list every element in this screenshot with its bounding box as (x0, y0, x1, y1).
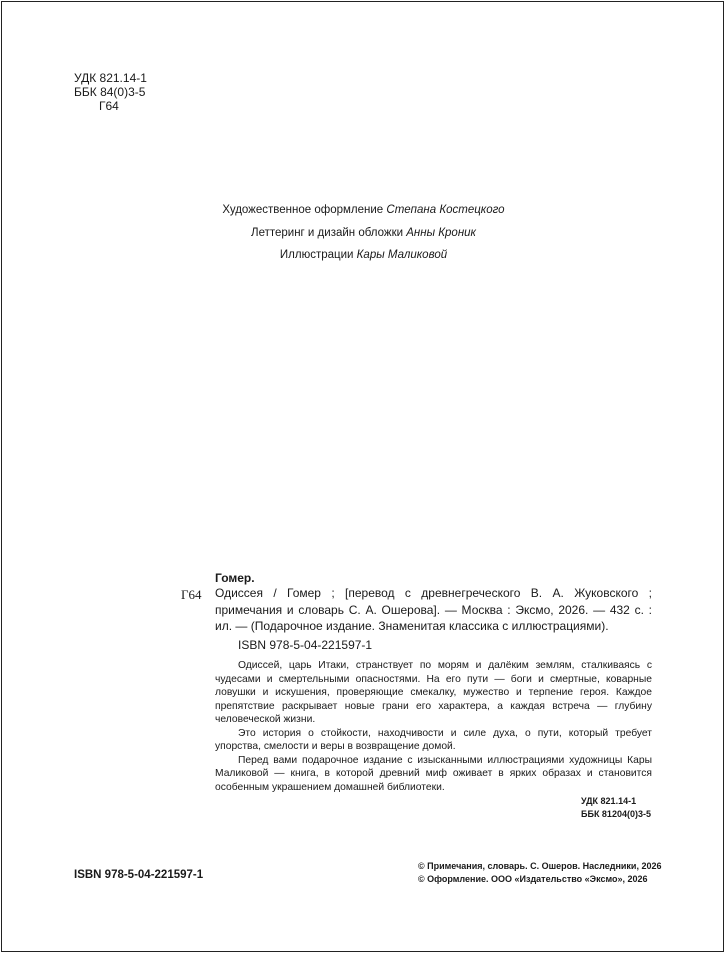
copyright-block (418, 860, 661, 885)
annotation (215, 659, 652, 794)
copyright-line: © Оформление. ООО «Издательство «Эксмо», 2026 (418, 873, 648, 884)
udk-code: УДК 821.14-1 (74, 71, 147, 85)
author-sign: Г64 (99, 99, 119, 113)
bibliographic-author: Гомер. (215, 571, 255, 585)
credit-role: Леттеринг и дизайн обложки (251, 226, 404, 239)
classification-block-bottom (581, 795, 651, 820)
credit-name: Анны Кроник (406, 226, 476, 239)
bibliographic-author-sign: Г64 (181, 587, 202, 602)
bibliographic-isbn: ISBN 978-5-04-221597-1 (238, 638, 373, 652)
classification-block-top (74, 71, 147, 113)
bbk-code: ББК 81204(0)3-5 (581, 808, 651, 819)
annotation-paragraph: Одиссей, царь Итаки, странствует по морям и далёким землям, сталкиваясь с чудесами и смертельными опасностями. На его пути — боги и смертные, коварные ловушки и искушения, проверяющие смекалку, мужество и терпение героя. Каждое препятствие раскрывает новые грани его характера, а каждая встреча — глубину человеческой жизни. (215, 660, 652, 725)
bibliographic-description: Одиссея / Гомер ; [перевод с древнегреческого В. А. Жуковского ; примечания и словарь С. А. Ошерова]. — Москва : Эксмо, 2026. — 432 с. : ил. — (Подарочное издание. Знаменитая классика с иллюстрациями). (215, 586, 652, 633)
annotation-paragraph: Это история о стойкости, находчивости и силе духа, о пути, который требует упорства, смелости и веры в возвращение домой. (215, 727, 652, 752)
credit-line-design (0, 199, 727, 222)
bbk-code: ББК 84(0)3-5 (74, 85, 146, 99)
annotation-paragraph: Перед вами подарочное издание с изысканными иллюстрациями художницы Кары Маликовой — книга, в которой древний миф оживает в ярких образах и становится особенным украшением домашней библиотеки. (215, 754, 652, 793)
credit-name: Степана Костецкого (386, 204, 505, 216)
credit-name: Кары Маликовой (356, 249, 448, 261)
isbn-bottom: ISBN 978-5-04-221597-1 (74, 869, 204, 881)
credit-line-illustrations (0, 244, 727, 267)
credit-role: Художественное оформление (222, 204, 384, 216)
credits-block (0, 199, 727, 267)
copyright-line: © Примечания, словарь. С. Ошеров. Наследники, 2026 (418, 861, 662, 871)
credit-role: Иллюстрации (279, 249, 354, 261)
udk-code: УДК 821.14-1 (581, 796, 637, 806)
credit-line-lettering (0, 222, 727, 245)
